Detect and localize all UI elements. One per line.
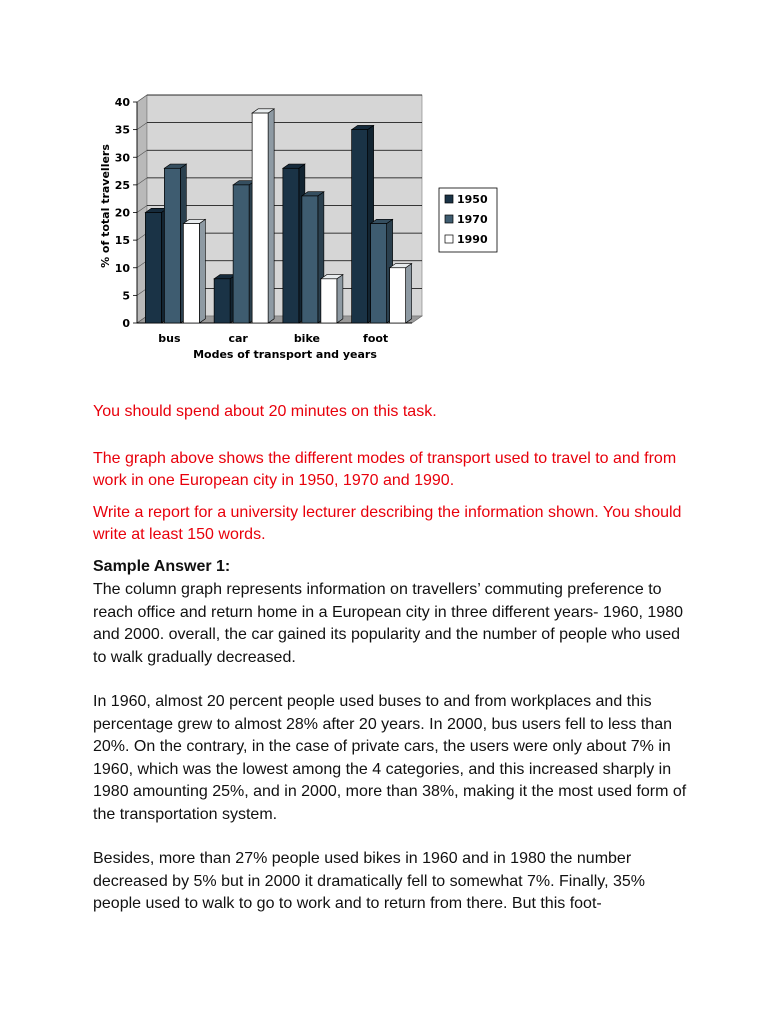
bar-front — [390, 268, 406, 323]
bar-front — [214, 279, 230, 323]
bar-front — [145, 213, 161, 324]
y-tick-label: 30 — [114, 151, 130, 165]
legend-label-1950: 1950 — [457, 193, 488, 206]
bar-bike-1990 — [321, 275, 343, 323]
bar-front — [371, 224, 387, 323]
x-axis-label: Modes of transport and years — [193, 348, 377, 361]
task-instruction-report: Write a report for a university lecturer describing the information shown. You should write at least 150 words. — [93, 504, 682, 543]
y-tick-label: 0 — [122, 317, 130, 330]
bar-front — [352, 130, 368, 323]
x-tick-label-car: car — [228, 332, 248, 345]
x-tick-label-bus: bus — [158, 332, 181, 345]
y-tick-label: 10 — [114, 261, 130, 275]
bar-front — [233, 185, 249, 323]
legend-swatch-1970 — [445, 215, 453, 223]
sample-paragraph-1: The column graph represents information on travellers’ commuting preference to reach office and return home in a European city in three different years- 1960, 1980 and 2000. overall, the car gained its popularity and the number of people who used to walk gradually decreased. — [93, 581, 683, 666]
x-tick-label-foot: foot — [363, 332, 389, 345]
bar-front — [164, 168, 180, 323]
y-tick-label: 40 — [114, 96, 130, 109]
bar-side — [268, 109, 274, 323]
bar-front — [321, 279, 337, 323]
sample-paragraph-3: Besides, more than 27% people used bikes in 1960 and in 1980 the number decreased by 5% but in 2000 it dramatically fell to somewhat 7%. Finally, 35% people used to walk to go to work and to return from there. But this foot- — [93, 850, 645, 912]
bar-front — [283, 168, 299, 323]
legend-label-1970: 1970 — [457, 213, 488, 226]
bar-front — [252, 113, 268, 323]
y-tick-label: 35 — [114, 123, 130, 137]
y-tick-label: 20 — [114, 206, 130, 220]
bar-foot-1990 — [390, 264, 412, 323]
bar-side — [406, 264, 412, 323]
legend — [439, 188, 497, 252]
bar-front — [302, 196, 318, 323]
sample-answer-heading: Sample Answer 1: — [93, 558, 231, 575]
y-tick-labels — [115, 96, 131, 330]
task-instruction-time: You should spend about 20 minutes on this task. — [93, 403, 437, 420]
task-instruction-graph: The graph above shows the different modes of transport used to travel to and from work in one European city in 1950, 1970 and 1990. — [93, 450, 677, 489]
sample-paragraph-2: In 1960, almost 20 percent people used buses to and from workplaces and this percentage grew to almost 28% after 20 years. In 2000, bus users fell to less than 20%. On the contrary, in the case of private cars, the users were only about 7% in 1960, which was the lowest among the 4 categories, and this increased sharply in 1980 amounting 25%, and in 2000, more than 38%, making it the most used form of the transportation system. — [93, 693, 687, 823]
y-tick-label: 5 — [122, 289, 130, 303]
legend-swatch-1950 — [445, 195, 453, 203]
bar-bus-1990 — [183, 219, 205, 323]
bar-car-1990 — [252, 109, 274, 323]
x-tick-labels — [158, 332, 388, 345]
y-tick-label: 15 — [114, 234, 130, 248]
bar-side — [337, 275, 343, 323]
bar-chart — [92, 88, 552, 373]
y-axis-label: % of total travellers — [99, 144, 112, 268]
y-tick-label: 25 — [114, 178, 130, 192]
bar-front — [183, 224, 199, 323]
legend-label-1990: 1990 — [457, 233, 488, 246]
legend-swatch-1990 — [445, 235, 453, 243]
bar-side — [199, 219, 205, 323]
x-tick-label-bike: bike — [293, 332, 320, 345]
